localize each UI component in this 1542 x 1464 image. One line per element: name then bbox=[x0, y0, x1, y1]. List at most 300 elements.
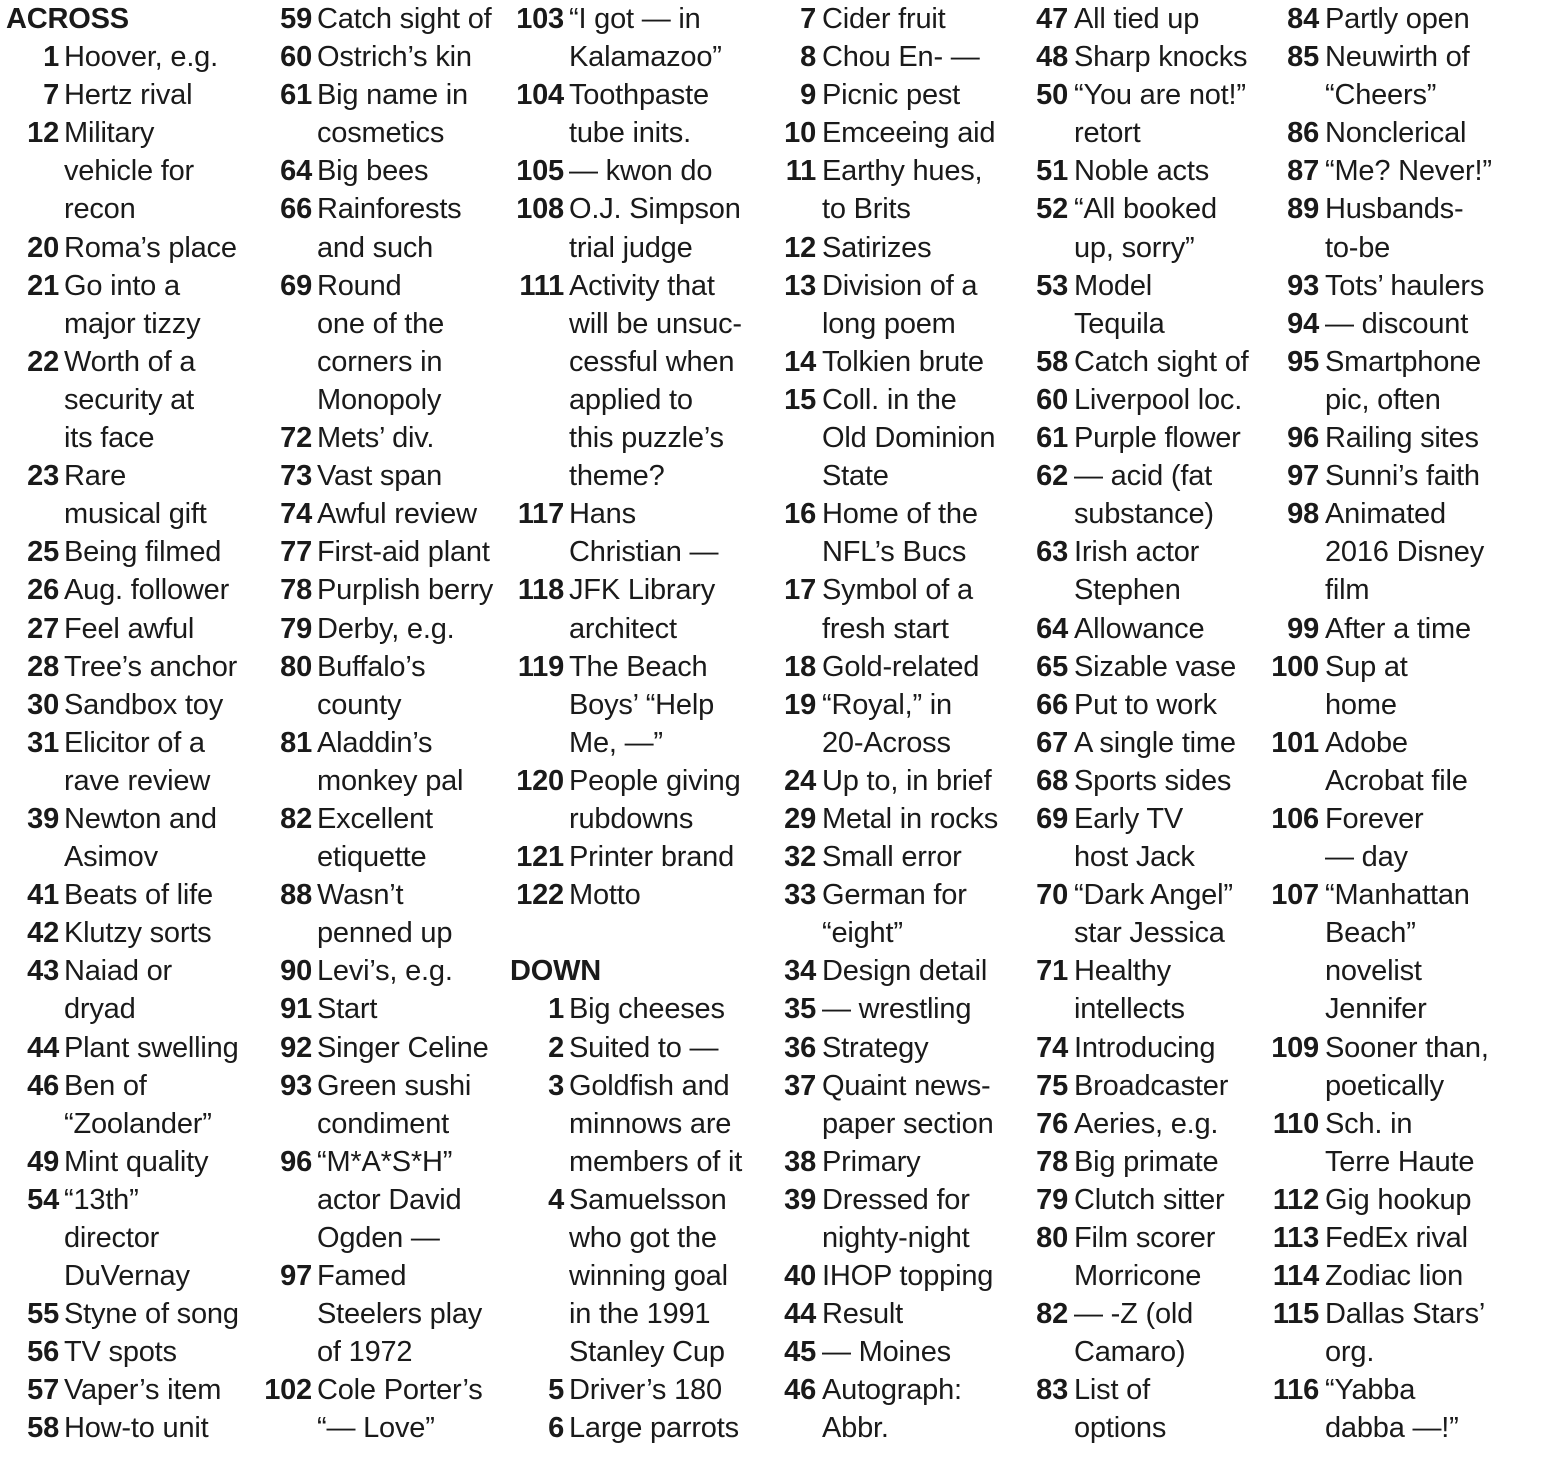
clue-line bbox=[778, 838, 1028, 876]
clue-line bbox=[1028, 76, 1278, 114]
clue-text: TV spots bbox=[64, 1336, 177, 1369]
clue-number: 21 bbox=[27, 269, 59, 302]
clue-line bbox=[510, 876, 780, 914]
clue-continuation bbox=[1266, 229, 1542, 267]
clue-text: poetically bbox=[1325, 1069, 1444, 1102]
clue-line bbox=[1266, 343, 1542, 381]
clue-line bbox=[1266, 495, 1542, 533]
clue-continuation bbox=[262, 381, 512, 419]
clue-line bbox=[1266, 1371, 1542, 1409]
clue-text: First-aid plant bbox=[317, 536, 490, 569]
clue-text: Plant swelling bbox=[64, 1031, 239, 1064]
clue-number: 63 bbox=[1036, 536, 1068, 569]
clue-line bbox=[510, 76, 780, 114]
clue-continuation bbox=[1028, 838, 1278, 876]
clue-text: Chou En- — bbox=[822, 41, 980, 74]
clue-text: Driver’s 180 bbox=[569, 1374, 722, 1407]
clue-text: Sharp knocks bbox=[1074, 41, 1248, 74]
clue-number: 36 bbox=[784, 1031, 816, 1064]
clue-number: 18 bbox=[784, 650, 816, 683]
clue-line bbox=[1266, 419, 1542, 457]
clue-line bbox=[1028, 38, 1278, 76]
clue-number: 78 bbox=[1036, 1145, 1068, 1178]
clue-text: up, sorry” bbox=[1074, 231, 1195, 264]
clue-continuation bbox=[778, 419, 1028, 457]
clue-text: Stephen bbox=[1074, 574, 1181, 607]
clue-text: German for bbox=[822, 879, 967, 912]
clue-number: 95 bbox=[1287, 345, 1319, 378]
clue-line bbox=[1266, 648, 1542, 686]
clue-line bbox=[6, 800, 268, 838]
clue-text: its face bbox=[64, 422, 155, 455]
clue-text: long poem bbox=[822, 307, 956, 340]
clue-text: Big primate bbox=[1074, 1145, 1219, 1178]
clue-text: Famed bbox=[317, 1260, 407, 1293]
clue-number: 114 bbox=[1272, 1260, 1319, 1293]
clue-number: 14 bbox=[784, 345, 816, 378]
clue-text: director bbox=[64, 1222, 160, 1254]
clue-continuation bbox=[510, 114, 780, 152]
clue-line bbox=[510, 1181, 780, 1219]
clue-text: Earthy hues, bbox=[822, 155, 983, 188]
clue-line bbox=[6, 686, 268, 724]
clue-text: Hertz rival bbox=[64, 79, 193, 112]
clue-number: 89 bbox=[1287, 193, 1319, 226]
clue-line bbox=[1266, 1029, 1542, 1067]
clue-text: “Zoolander” bbox=[64, 1107, 212, 1140]
section-heading-label: ACROSS bbox=[6, 3, 129, 35]
clue-text: Autograph: bbox=[822, 1374, 962, 1407]
clue-text: and such bbox=[317, 231, 434, 264]
clue-text: Asimov bbox=[64, 841, 158, 874]
clue-continuation bbox=[6, 838, 268, 876]
clue-text: monkey pal bbox=[317, 764, 464, 797]
clue-continuation bbox=[510, 343, 780, 381]
clue-line bbox=[262, 1029, 512, 1067]
clue-text: Military bbox=[64, 117, 155, 150]
clue-continuation bbox=[262, 686, 512, 724]
clue-text: Early TV bbox=[1074, 802, 1184, 835]
clue-text: People giving bbox=[569, 764, 741, 797]
clue-text: Rainforests bbox=[317, 193, 462, 226]
clue-line bbox=[778, 1257, 1028, 1295]
clue-number: 52 bbox=[1036, 193, 1068, 226]
clue-text: Samuelsson bbox=[569, 1183, 727, 1216]
clue-text: major tizzy bbox=[64, 307, 201, 340]
clue-number: 66 bbox=[1036, 688, 1068, 721]
clue-text: Goldfish and bbox=[569, 1069, 730, 1102]
clue-text: Up to, in brief bbox=[822, 764, 992, 797]
clue-text: one of the bbox=[317, 307, 444, 340]
clue-text: Husbands- bbox=[1325, 193, 1464, 226]
clue-line bbox=[510, 990, 780, 1028]
clue-number: 83 bbox=[1036, 1374, 1068, 1407]
clue-number: 92 bbox=[280, 1031, 312, 1064]
clue-continuation bbox=[6, 495, 268, 533]
clue-text: O.J. Simpson bbox=[569, 193, 741, 226]
clue-text: Picnic pest bbox=[822, 79, 961, 112]
clue-line bbox=[6, 76, 268, 114]
clue-line bbox=[778, 1181, 1028, 1219]
clue-number: 3 bbox=[548, 1069, 564, 1102]
clue-line bbox=[6, 533, 268, 571]
clue-number: 30 bbox=[27, 688, 59, 721]
clue-text: Model bbox=[1074, 269, 1152, 302]
clue-line bbox=[510, 1409, 780, 1447]
clue-line bbox=[1028, 152, 1278, 190]
clue-text: members of it bbox=[569, 1145, 743, 1178]
clue-text: Being filmed bbox=[64, 536, 222, 569]
clue-text: Irish actor bbox=[1074, 536, 1200, 569]
clue-continuation bbox=[778, 1409, 1028, 1447]
clue-line bbox=[778, 114, 1028, 152]
clue-number: 55 bbox=[27, 1298, 59, 1331]
clue-text: Clutch sitter bbox=[1074, 1183, 1225, 1216]
clue-number: 26 bbox=[27, 574, 59, 607]
clue-continuation bbox=[510, 1105, 780, 1143]
section-heading-across bbox=[6, 0, 268, 38]
clue-text: Zodiac lion bbox=[1325, 1260, 1464, 1293]
clue-number: 15 bbox=[784, 383, 816, 416]
clue-line bbox=[6, 724, 268, 762]
clue-line bbox=[1028, 533, 1278, 571]
clue-text: Mint quality bbox=[64, 1145, 209, 1178]
clue-text: Acrobat file bbox=[1325, 764, 1468, 797]
clue-text: Old Dominion bbox=[822, 422, 996, 455]
clue-text: actor David bbox=[317, 1183, 462, 1216]
clue-text: “I got — in bbox=[569, 3, 701, 35]
clue-number: 105 bbox=[516, 155, 564, 188]
clue-column-5 bbox=[1028, 0, 1278, 1448]
clue-text: fresh start bbox=[822, 612, 949, 645]
clue-line bbox=[510, 0, 780, 38]
clue-continuation bbox=[6, 1105, 268, 1143]
clue-column-2 bbox=[262, 0, 512, 1448]
clue-number: 61 bbox=[1036, 422, 1068, 455]
clue-line bbox=[1028, 1181, 1278, 1219]
clue-number: 84 bbox=[1287, 3, 1319, 35]
clue-text: Satirizes bbox=[822, 231, 932, 264]
clue-text: applied to bbox=[569, 383, 693, 416]
clue-continuation bbox=[262, 1105, 512, 1143]
clue-line bbox=[6, 610, 268, 648]
clue-text: Levi’s, e.g. bbox=[317, 955, 453, 988]
clue-text: Hans bbox=[569, 498, 636, 531]
clue-number: 20 bbox=[27, 231, 59, 264]
clue-line bbox=[1266, 152, 1542, 190]
clue-number: 38 bbox=[784, 1145, 816, 1178]
clue-number: 73 bbox=[280, 460, 312, 493]
clue-continuation bbox=[1266, 838, 1542, 876]
clue-number: 4 bbox=[548, 1183, 564, 1216]
clue-line bbox=[778, 952, 1028, 990]
clue-text: NFL’s Bucs bbox=[822, 536, 967, 569]
clue-text: Allowance bbox=[1074, 612, 1205, 645]
clue-text: Cider fruit bbox=[822, 3, 946, 35]
clue-line bbox=[778, 686, 1028, 724]
clue-text: Division of a bbox=[822, 269, 978, 302]
clue-line bbox=[1028, 381, 1278, 419]
clue-line bbox=[6, 1143, 268, 1181]
clue-continuation bbox=[510, 1295, 780, 1333]
clue-text: A single time bbox=[1074, 726, 1236, 759]
clue-text: “All booked bbox=[1074, 193, 1217, 226]
clue-number: 17 bbox=[784, 574, 816, 607]
clue-text: Sports sides bbox=[1074, 764, 1232, 797]
clue-number: 54 bbox=[27, 1183, 59, 1216]
clue-text: Kalamazoo” bbox=[569, 41, 722, 74]
clue-line bbox=[1266, 610, 1542, 648]
clue-number: 82 bbox=[280, 802, 312, 835]
clue-text: Home of the bbox=[822, 498, 978, 531]
clue-number: 75 bbox=[1036, 1069, 1068, 1102]
clue-text: Dressed for bbox=[822, 1183, 970, 1216]
clue-text: in the 1991 bbox=[569, 1298, 711, 1331]
clue-line bbox=[510, 1371, 780, 1409]
clue-text: Railing sites bbox=[1325, 422, 1479, 455]
clue-line bbox=[778, 1029, 1028, 1067]
clue-line bbox=[6, 114, 268, 152]
clue-text: Terre Haute bbox=[1325, 1145, 1475, 1178]
clue-text: Buffalo’s bbox=[317, 650, 426, 683]
clue-line bbox=[6, 229, 268, 267]
clue-line bbox=[1028, 610, 1278, 648]
clue-number: 2 bbox=[548, 1031, 564, 1064]
clue-line bbox=[1266, 190, 1542, 228]
clue-continuation bbox=[1266, 1409, 1542, 1447]
clue-continuation bbox=[262, 114, 512, 152]
clue-text: Broadcaster bbox=[1074, 1069, 1229, 1102]
clue-number: 68 bbox=[1036, 764, 1068, 797]
clue-number: 40 bbox=[784, 1260, 816, 1293]
clue-continuation bbox=[1266, 381, 1542, 419]
clue-line bbox=[1266, 267, 1542, 305]
clue-number: 76 bbox=[1036, 1107, 1068, 1140]
clue-line bbox=[1028, 800, 1278, 838]
clue-text: Excellent bbox=[317, 802, 433, 835]
clue-line bbox=[6, 1409, 268, 1447]
clue-number: 112 bbox=[1272, 1183, 1319, 1216]
clue-continuation bbox=[6, 190, 268, 228]
clue-number: 46 bbox=[27, 1069, 59, 1102]
clue-number: 13 bbox=[784, 269, 816, 302]
clue-line bbox=[262, 533, 512, 571]
clue-text: Partly open bbox=[1325, 3, 1470, 35]
clue-continuation bbox=[262, 343, 512, 381]
clue-number: 46 bbox=[784, 1374, 816, 1407]
clue-text: Toothpaste bbox=[569, 79, 709, 112]
clue-text: Dallas Stars’ bbox=[1325, 1298, 1486, 1331]
clue-number: 98 bbox=[1287, 498, 1319, 531]
clue-line bbox=[262, 610, 512, 648]
clue-line bbox=[6, 267, 268, 305]
clue-text: Rare bbox=[64, 460, 127, 493]
clue-text: Styne of song bbox=[64, 1298, 239, 1331]
clue-text: Morricone bbox=[1074, 1260, 1202, 1293]
clue-text: Derby, e.g. bbox=[317, 612, 455, 645]
clue-line bbox=[262, 800, 512, 838]
clue-line bbox=[6, 343, 268, 381]
clue-continuation bbox=[510, 419, 780, 457]
clue-number: 25 bbox=[27, 536, 59, 569]
clue-line bbox=[1266, 38, 1542, 76]
clue-text: Worth of a bbox=[64, 345, 196, 378]
clue-line bbox=[262, 990, 512, 1028]
clue-line bbox=[510, 1029, 780, 1067]
clue-line bbox=[1028, 267, 1278, 305]
clue-text: minnows are bbox=[569, 1107, 732, 1140]
clue-number: 48 bbox=[1036, 41, 1068, 74]
clue-number: 117 bbox=[517, 498, 564, 531]
clue-text: Gold-related bbox=[822, 650, 980, 683]
clue-text: Big name in bbox=[317, 79, 468, 112]
clue-number: 33 bbox=[784, 879, 816, 912]
clue-continuation bbox=[1028, 305, 1278, 343]
clue-text: Purple flower bbox=[1074, 422, 1241, 455]
clue-text: Me, —” bbox=[569, 726, 663, 759]
clue-line bbox=[778, 1333, 1028, 1371]
clue-line bbox=[262, 457, 512, 495]
clue-line bbox=[262, 648, 512, 686]
clue-number: 100 bbox=[1271, 650, 1319, 683]
clue-continuation bbox=[778, 1105, 1028, 1143]
clue-text: “Dark Angel” bbox=[1074, 879, 1233, 912]
clue-line bbox=[1266, 800, 1542, 838]
clue-text: — wrestling bbox=[822, 993, 972, 1026]
clue-number: 111 bbox=[519, 269, 564, 302]
clue-number: 96 bbox=[280, 1145, 312, 1178]
clue-text: Hoover, e.g. bbox=[64, 41, 218, 74]
clue-number: 51 bbox=[1036, 155, 1068, 188]
clue-continuation bbox=[1028, 914, 1278, 952]
clue-line bbox=[510, 762, 780, 800]
clue-text: Motto bbox=[569, 879, 641, 912]
clue-number: 8 bbox=[800, 41, 816, 74]
clue-line bbox=[778, 343, 1028, 381]
clue-number: 106 bbox=[1271, 802, 1319, 835]
clue-number: 60 bbox=[1036, 383, 1068, 416]
clue-continuation bbox=[6, 1219, 268, 1257]
clue-continuation bbox=[510, 610, 780, 648]
clue-line bbox=[1266, 724, 1542, 762]
clue-line bbox=[778, 1067, 1028, 1105]
clue-continuation bbox=[510, 457, 780, 495]
clue-text: 2016 Disney bbox=[1325, 536, 1485, 569]
clue-continuation bbox=[1028, 1257, 1278, 1295]
clue-number: 1 bbox=[43, 41, 59, 74]
clue-number: 118 bbox=[517, 574, 564, 607]
clue-text: How-to unit bbox=[64, 1412, 209, 1445]
clue-line bbox=[1028, 343, 1278, 381]
clue-text: nighty-night bbox=[822, 1222, 970, 1254]
clue-number: 12 bbox=[27, 117, 59, 150]
clue-text: Feel awful bbox=[64, 612, 195, 645]
clue-text: Smartphone bbox=[1325, 345, 1481, 378]
clue-text: “Me? Never!” bbox=[1325, 155, 1492, 188]
clue-text: cosmetics bbox=[317, 117, 445, 150]
clue-continuation bbox=[262, 1181, 512, 1219]
clue-continuation bbox=[510, 305, 780, 343]
clue-continuation bbox=[1028, 1409, 1278, 1447]
clue-number: 72 bbox=[280, 422, 312, 455]
clue-text: star Jessica bbox=[1074, 917, 1225, 950]
clue-line bbox=[262, 571, 512, 609]
clue-number: 77 bbox=[280, 536, 312, 569]
clue-number: 42 bbox=[27, 917, 59, 950]
clue-continuation bbox=[510, 686, 780, 724]
clue-number: 121 bbox=[516, 841, 564, 874]
clue-number: 7 bbox=[43, 79, 59, 112]
clue-line bbox=[1266, 1219, 1542, 1257]
clue-number: 58 bbox=[27, 1412, 59, 1445]
clue-line bbox=[262, 724, 512, 762]
clue-continuation bbox=[262, 1333, 512, 1371]
clue-text: Sandbox toy bbox=[64, 688, 224, 721]
clue-text: Liverpool loc. bbox=[1074, 383, 1243, 416]
clue-text: Tree’s anchor bbox=[64, 650, 238, 683]
clue-line bbox=[1028, 1219, 1278, 1257]
clue-text: org. bbox=[1325, 1336, 1375, 1369]
clue-continuation bbox=[1028, 495, 1278, 533]
clue-line bbox=[778, 229, 1028, 267]
clue-text: Introducing bbox=[1074, 1031, 1216, 1064]
clue-number: 31 bbox=[27, 726, 59, 759]
clue-line bbox=[778, 571, 1028, 609]
clue-line bbox=[262, 876, 512, 914]
clue-continuation bbox=[1266, 571, 1542, 609]
clue-line bbox=[6, 1333, 268, 1371]
clue-number: 90 bbox=[280, 955, 312, 988]
clue-text: tube inits. bbox=[569, 117, 691, 150]
clue-number: 97 bbox=[280, 1260, 312, 1293]
clue-line bbox=[6, 571, 268, 609]
clue-number: 65 bbox=[1036, 650, 1068, 683]
clue-text: Animated bbox=[1325, 498, 1446, 531]
clue-text: Put to work bbox=[1074, 688, 1217, 721]
clue-number: 115 bbox=[1272, 1298, 1319, 1331]
clue-line bbox=[1028, 1105, 1278, 1143]
clue-continuation bbox=[778, 914, 1028, 952]
clue-line bbox=[1028, 457, 1278, 495]
clue-text: Beach” bbox=[1325, 917, 1416, 950]
clue-continuation bbox=[262, 914, 512, 952]
clue-number: 57 bbox=[27, 1374, 59, 1407]
clue-line bbox=[262, 1143, 512, 1181]
clue-text: county bbox=[317, 688, 402, 721]
clue-line bbox=[1028, 876, 1278, 914]
spacer bbox=[510, 914, 780, 952]
clue-text: Ostrich’s kin bbox=[317, 41, 472, 74]
clue-number: 56 bbox=[27, 1336, 59, 1369]
clue-number: 39 bbox=[784, 1183, 816, 1216]
clue-text: JFK Library bbox=[569, 574, 716, 607]
clue-line bbox=[6, 1371, 268, 1409]
clue-text: Ogden — bbox=[317, 1222, 440, 1254]
clue-text: 20-Across bbox=[822, 726, 951, 759]
clue-number: 23 bbox=[27, 460, 59, 493]
clue-number: 19 bbox=[784, 688, 816, 721]
clue-line bbox=[778, 800, 1028, 838]
clue-text: Symbol of a bbox=[822, 574, 973, 607]
clue-number: 69 bbox=[280, 269, 312, 302]
clue-number: 47 bbox=[1036, 3, 1068, 35]
clue-line bbox=[778, 762, 1028, 800]
clue-continuation bbox=[510, 800, 780, 838]
clue-text: List of bbox=[1074, 1374, 1150, 1407]
clue-number: 113 bbox=[1272, 1222, 1319, 1254]
clue-number: 81 bbox=[280, 726, 312, 759]
clue-text: Noble acts bbox=[1074, 155, 1210, 188]
